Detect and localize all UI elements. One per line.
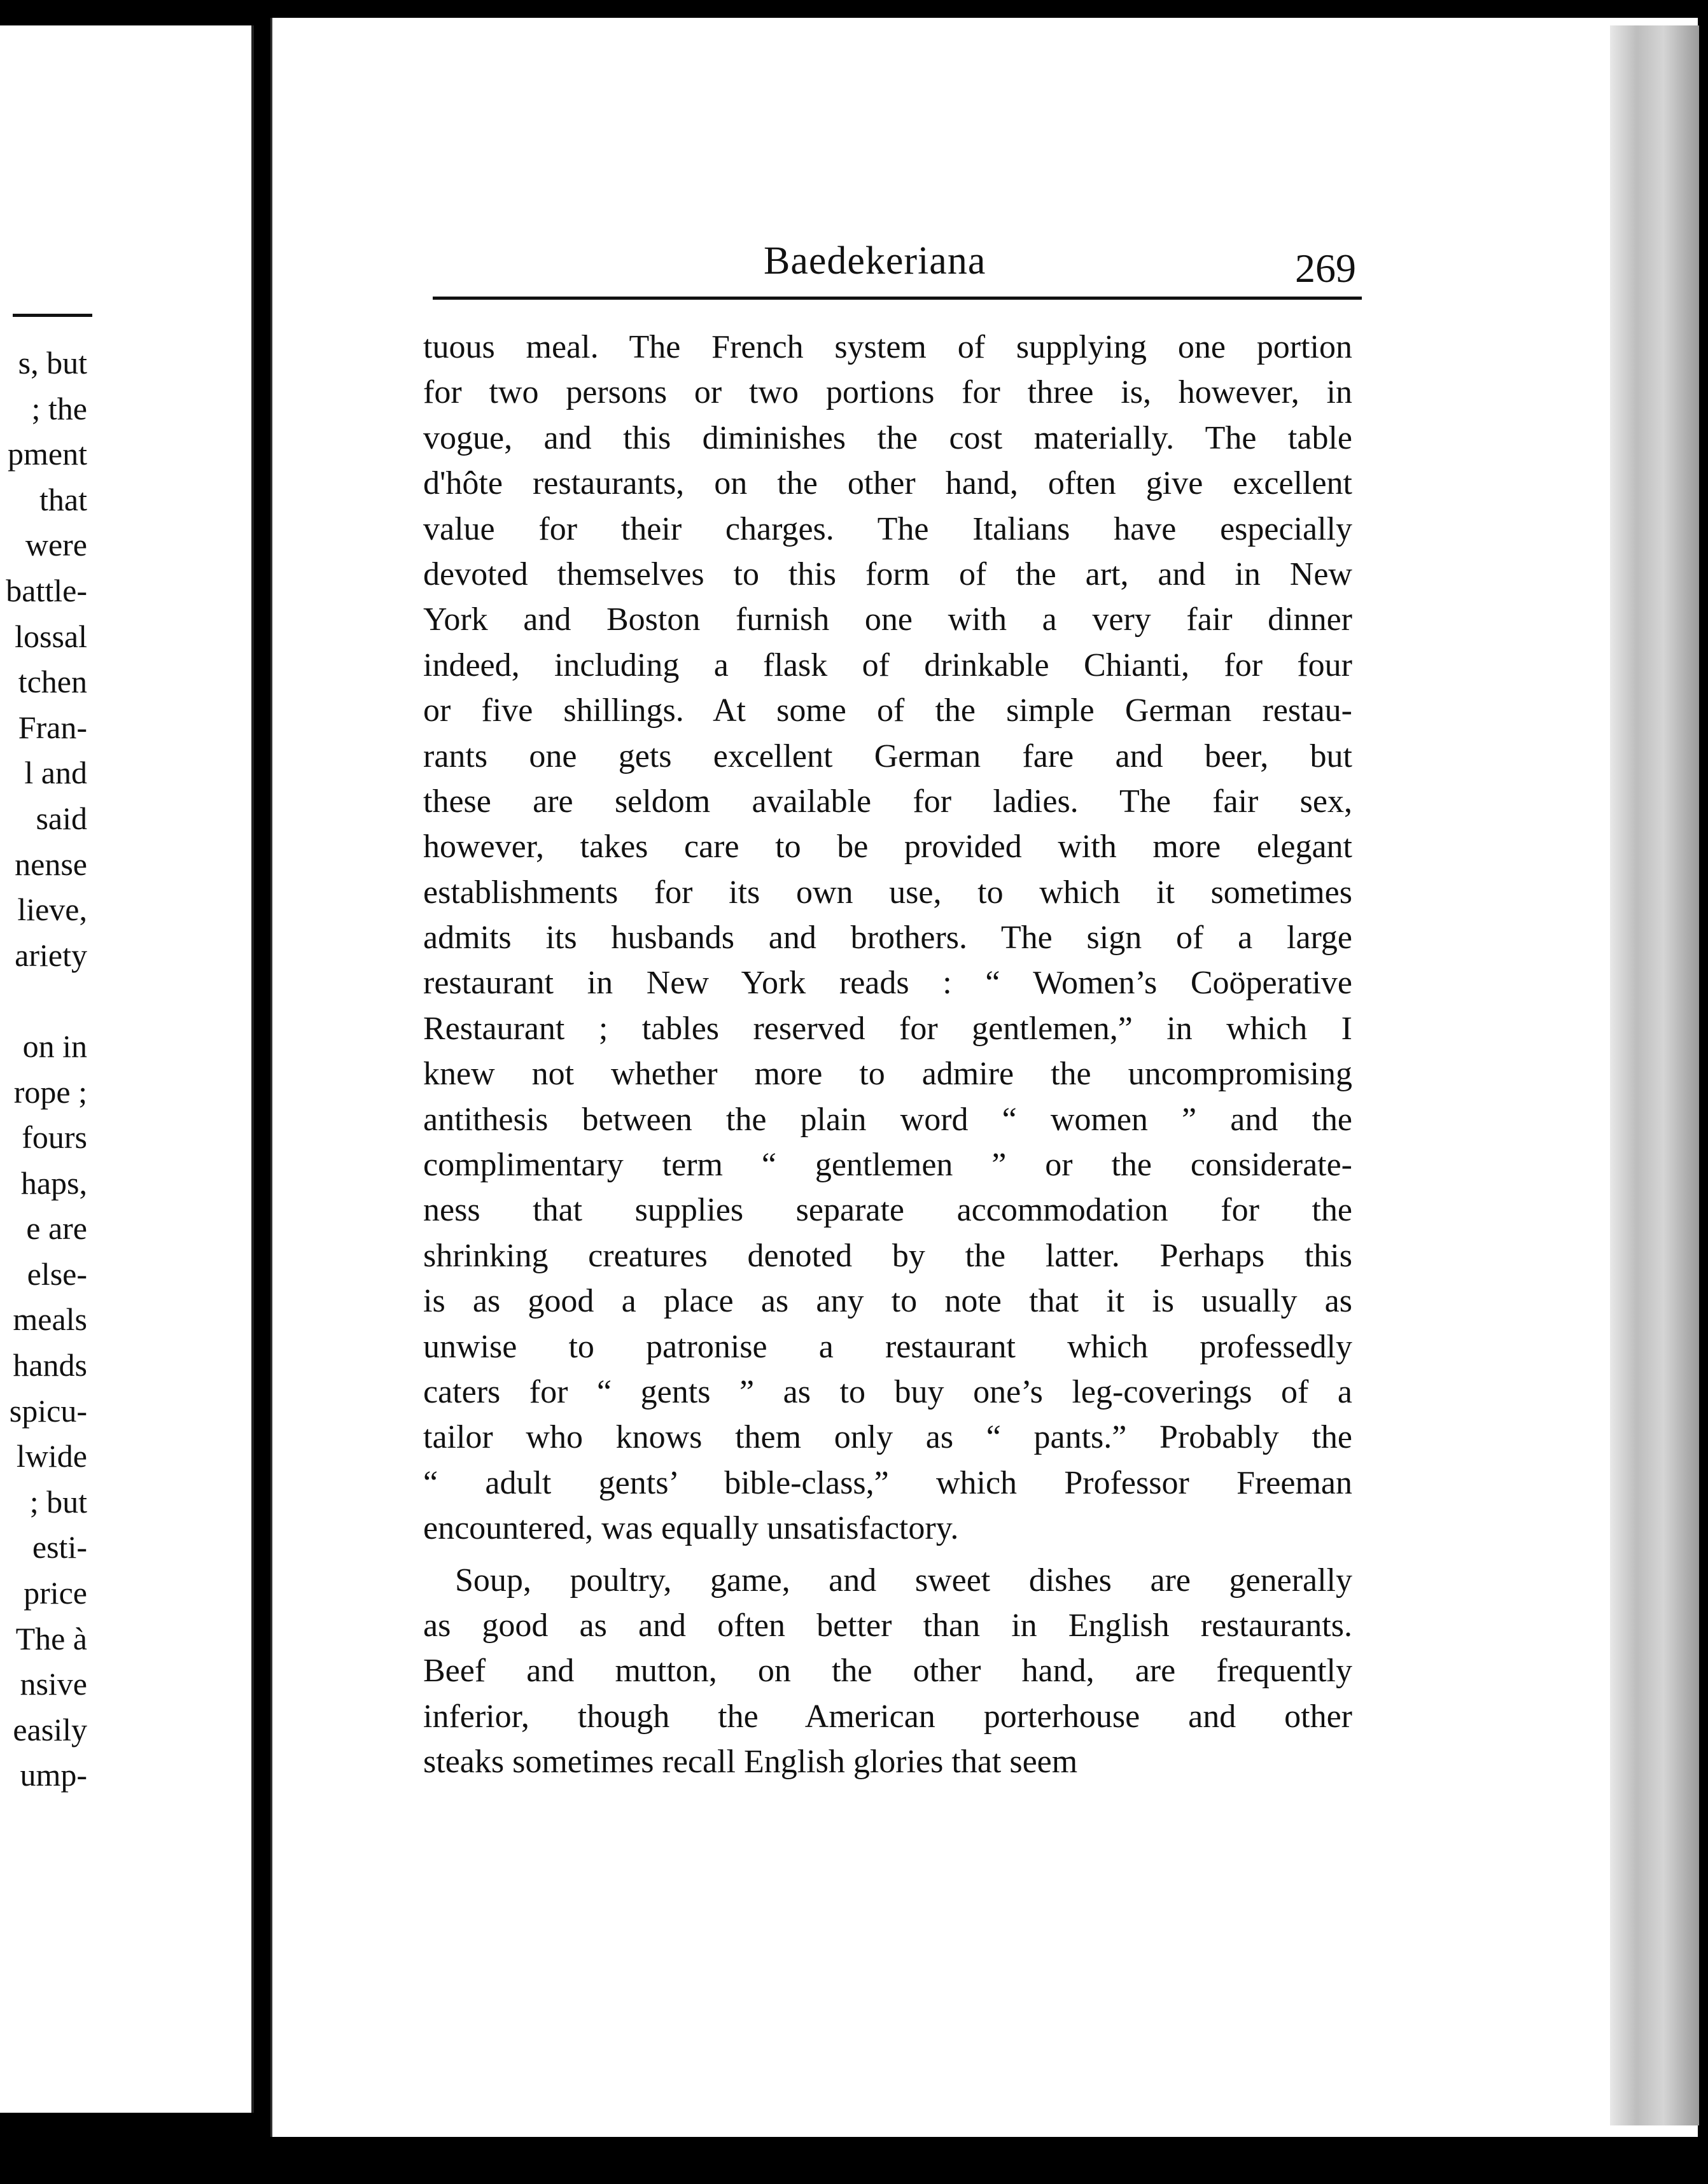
text-line: “ adult gents’ bible-class,” which Professor Freeman — [423, 1464, 1352, 1501]
text-line: indeed, including a flask of drinkable Chianti, for four — [423, 647, 1352, 683]
page-stack-edge — [1610, 25, 1699, 2125]
text-line: tuous meal. The French system of supplying one portion — [423, 329, 1352, 365]
text-line: complimentary term “ gentlemen ” or the considerate- — [423, 1147, 1352, 1184]
text-line: inferior, though the American porterhouse and other — [423, 1698, 1352, 1735]
text-line: Beef and mutton, on the other hand, are frequently — [423, 1653, 1352, 1690]
previous-page-line: lwide — [16, 1438, 87, 1474]
previous-page-line: Fran- — [18, 709, 87, 745]
text-line: encountered, was equally unsatisfactory. — [423, 1510, 959, 1547]
previous-page-line: l and — [24, 755, 87, 791]
text-line: however, takes care to be provided with more elegant — [423, 829, 1352, 865]
text-line: as good as and often better than in English restaurants. — [423, 1607, 1352, 1644]
text-line: Restaurant ; tables reserved for gentlemen,” in which I — [423, 1010, 1352, 1047]
previous-page-text — [6, 340, 87, 1798]
paragraph — [423, 325, 1352, 1551]
text-line: York and Boston furnish one with a very fair dinner — [423, 601, 1352, 638]
previous-page-line: rope ; — [13, 1074, 87, 1110]
previous-page-line: easily — [13, 1711, 87, 1747]
previous-page-line: hands — [13, 1347, 87, 1383]
previous-page-line: esti- — [32, 1529, 87, 1565]
previous-page-line: nense — [15, 846, 87, 882]
previous-page-line: lieve, — [17, 892, 87, 928]
previous-page-line: price — [24, 1575, 87, 1611]
previous-page-line: fours — [22, 1119, 87, 1156]
previous-page-edge — [0, 25, 254, 2113]
text-line: Soup, poultry, game, and sweet dishes are generally — [455, 1562, 1352, 1599]
previous-page-line: tchen — [18, 664, 87, 700]
previous-page-line: ump- — [20, 1757, 87, 1793]
previous-page-line: ; but — [29, 1483, 87, 1520]
text-line: steaks sometimes recall English glories that seem — [423, 1744, 1078, 1781]
text-line: devoted themselves to this form of the art, and in New — [423, 556, 1352, 592]
header-rule — [433, 297, 1362, 300]
previous-page-line: spicu- — [9, 1392, 87, 1429]
previous-page-line: e are — [26, 1210, 87, 1247]
previous-page-line: battle- — [6, 572, 87, 608]
text-line: d'hôte restaurants, on the other hand, often give excellent — [423, 465, 1352, 502]
text-line: rants one gets excellent German fare and beer, but — [423, 738, 1352, 774]
previous-page-line: pment — [8, 436, 87, 472]
text-line: shrinking creatures denoted by the latter. Perhaps this — [423, 1237, 1352, 1274]
previous-page-line: on in — [22, 1028, 87, 1064]
text-line: unwise to patronise a restaurant which professedly — [423, 1328, 1352, 1365]
previous-page-line: meals — [13, 1301, 87, 1338]
text-line: caters for “ gents ” as to buy one’s leg-coverings of a — [423, 1373, 1352, 1410]
text-line: for two persons or two portions for three is, however, in — [423, 374, 1352, 411]
previous-page-line: haps, — [20, 1165, 87, 1201]
text-line: is as good a place as any to note that it is usually as — [423, 1283, 1352, 1320]
text-line: knew not whether more to admire the uncompromising — [423, 1056, 1352, 1093]
page-number: 269 — [1295, 246, 1356, 291]
text-line: restaurant in New York reads : “ Women’s Coöperative — [423, 965, 1352, 1002]
previous-page-line: that — [39, 481, 87, 517]
text-line: tailor who knows them only as “ pants.” Probably the — [423, 1419, 1352, 1456]
text-line: value for their charges. The Italians have especially — [423, 510, 1352, 547]
text-line: establishments for its own use, to which it sometimes — [423, 874, 1352, 911]
paragraph — [423, 1558, 1352, 1785]
text-line: ness that supplies separate accommodation for the — [423, 1192, 1352, 1229]
previous-page-line: else- — [27, 1256, 87, 1292]
text-line: vogue, and this diminishes the cost materially. The table — [423, 419, 1352, 456]
previous-page-line: said — [36, 800, 87, 836]
text-line: admits its husbands and brothers. The sign of a large — [423, 920, 1352, 956]
text-line: or five shillings. At some of the simple German restau- — [423, 692, 1352, 729]
previous-page-line: nsive — [20, 1666, 87, 1702]
text-line: these are seldom available for ladies. The fair sex, — [423, 783, 1352, 820]
running-head: Baedekeriana — [764, 239, 986, 283]
body-text — [423, 325, 1352, 1785]
previous-page-line: lossal — [15, 618, 87, 654]
previous-page-line — [6, 978, 87, 1024]
previous-page-line: ; the — [31, 390, 87, 426]
previous-page-line: s, but — [18, 345, 87, 381]
previous-page-line: The à — [15, 1620, 87, 1656]
previous-page-rule — [13, 314, 92, 317]
previous-page-line: were — [25, 527, 87, 563]
text-line: antithesis between the plain word “ women ” and the — [423, 1101, 1352, 1138]
previous-page-line: ariety — [15, 937, 87, 973]
